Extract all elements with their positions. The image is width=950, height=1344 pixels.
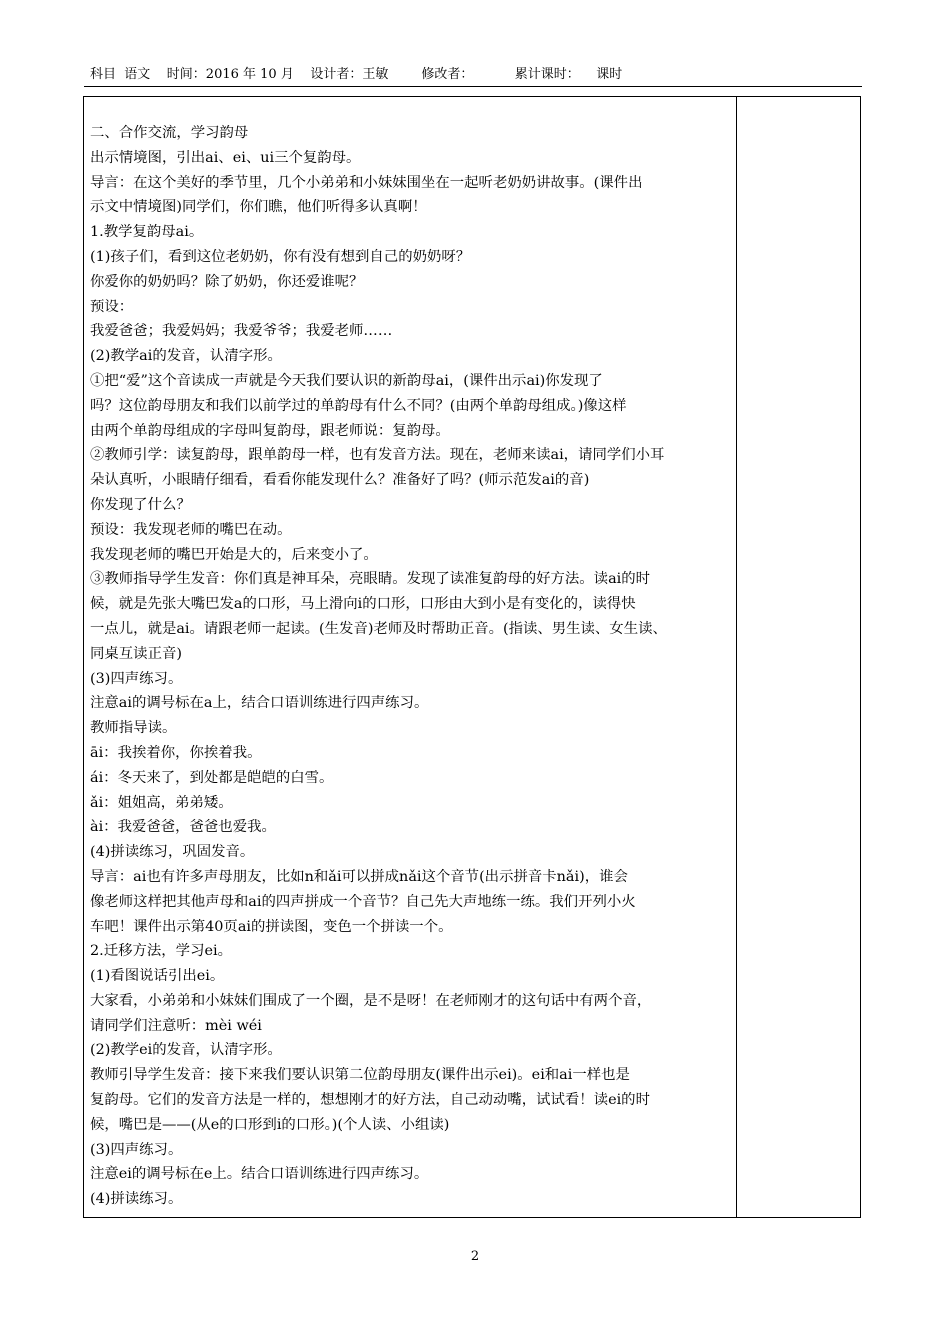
content-line: ①把“爱”这个音读成一声就是今天我们要认识的新韵母ai，(课件出示ai)你发现了 [90,372,603,389]
content-line: 你发现了什么？ [90,496,191,513]
content-line: 候，嘴巴是——(从e的口形到i的口形。)(个人读、小组读) [90,1116,450,1133]
page-header: 科目 语文 时间：2016 年 10 月 设计者：王敏 修改者： 累计课时： 课时 [90,67,623,82]
content-line: 预设：我发现老师的嘴巴在动。 [90,521,292,538]
header-rule [84,86,862,87]
content-line: 我发现老师的嘴巴开始是大的，后来变小了。 [90,546,378,563]
content-line: 示文中情境图)同学们，你们瞧，他们听得多认真啊！ [90,199,427,216]
column-divider [736,97,737,1217]
lesson-content [90,121,730,1212]
content-line: (1)孩子们，看到这位老奶奶，你有没有想到自己的奶奶呀？ [90,248,471,265]
content-line: ài：我爱爸爸，爸爸也爱我。 [90,819,276,836]
content-line: 2.迁移方法，学习ei。 [90,943,232,960]
content-line: (4)拼读练习，巩固发音。 [90,844,255,861]
content-line: 教师引导学生发音：接下来我们要认识第二位韵母朋友(课件出示ei)。ei和ai一样也是 [90,1067,630,1084]
content-line: 请同学们注意听：mèi wéi [90,1017,262,1034]
content-line: (4)拼读练习。 [90,1191,183,1208]
content-line: 教师指导读。 [90,720,177,737]
content-line: 注意ei的调号标在e上。结合口语训练进行四声练习。 [90,1166,429,1183]
content-line: 预设： [90,298,134,315]
content-line: 我爱爸爸；我爱妈妈；我爱爷爷；我爱老师…… [90,323,393,340]
content-line: 同桌互读正音) [90,645,182,662]
content-line: 导言：ai也有许多声母朋友，比如n和ǎi可以拼成nǎi这个音节(出示拼音卡nǎi)，谁会 [90,868,628,885]
content-line: 一点儿，就是ai。请跟老师一起读。(生发音)老师及时帮助正音。(指读、男生读、女生读、 [90,620,667,637]
content-line: 车吧！课件出示第40页ai的拼读图，变色一个拼读一个。 [90,918,453,935]
content-line: 吗？这位韵母朋友和我们以前学过的单韵母有什么不同？(由两个单韵母组成。)像这样 [90,397,627,414]
content-line: 朵认真听，小眼睛仔细看，看看你能发现什么？准备好了吗？(师示范发ai的音) [90,472,590,489]
content-line: 二、合作交流，学习韵母 [90,125,249,141]
content-line: 候，就是先张大嘴巴发a的口形，马上滑向i的口形，口形由大到小是有变化的，读得快 [90,596,636,613]
content-line: (1)看图说话引出ei。 [90,968,225,985]
content-line: 像老师这样把其他声母和ai的四声拼成一个音节？自己先大声地练一练。我们开列小火 [90,893,636,910]
content-line: 你爱你的奶奶吗？除了奶奶，你还爱谁呢？ [90,273,364,290]
content-line: ③教师指导学生发音：你们真是神耳朵，亮眼睛。发现了读准复韵母的好方法。读ai的时 [90,571,651,588]
content-line: 由两个单韵母组成的字母叫复韵母，跟老师说：复韵母。 [90,422,450,439]
lesson-table [83,96,861,1218]
content-line: 复韵母。它们的发音方法是一样的，想想刚才的好方法，自己动动嘴，试试看！读ei的时 [90,1092,650,1109]
content-line: 导言：在这个美好的季节里，几个小弟弟和小妹妹围坐在一起听老奶奶讲故事。(课件出 [90,174,643,191]
content-line: 出示情境图，引出ai、ei、ui三个复韵母。 [90,149,361,166]
content-line: ái：冬天来了，到处都是皑皑的白雪。 [90,769,334,786]
content-line: (2)教学ei的发音，认清字形。 [90,1042,282,1059]
content-line: 大家看，小弟弟和小妹妹们围成了一个圈，是不是呀！在老师刚才的这句话中有两个音， [90,992,652,1009]
content-line: 1.教学复韵母ai。 [90,224,204,241]
content-line: (3)四声练习。 [90,670,183,687]
content-line: (3)四声练习。 [90,1141,183,1158]
content-line: ②教师引学：读复韵母，跟单韵母一样，也有发音方法。现在，老师来读ai，请同学们小耳 [90,447,665,464]
content-line: āi：我挨着你，你挨着我。 [90,744,262,761]
page-number: 2 [470,1249,480,1264]
content-line: 注意ai的调号标在a上，结合口语训练进行四声练习。 [90,695,429,712]
content-line: (2)教学ai的发音，认清字形。 [90,348,282,365]
content-line: ǎi：姐姐高，弟弟矮。 [90,794,233,811]
